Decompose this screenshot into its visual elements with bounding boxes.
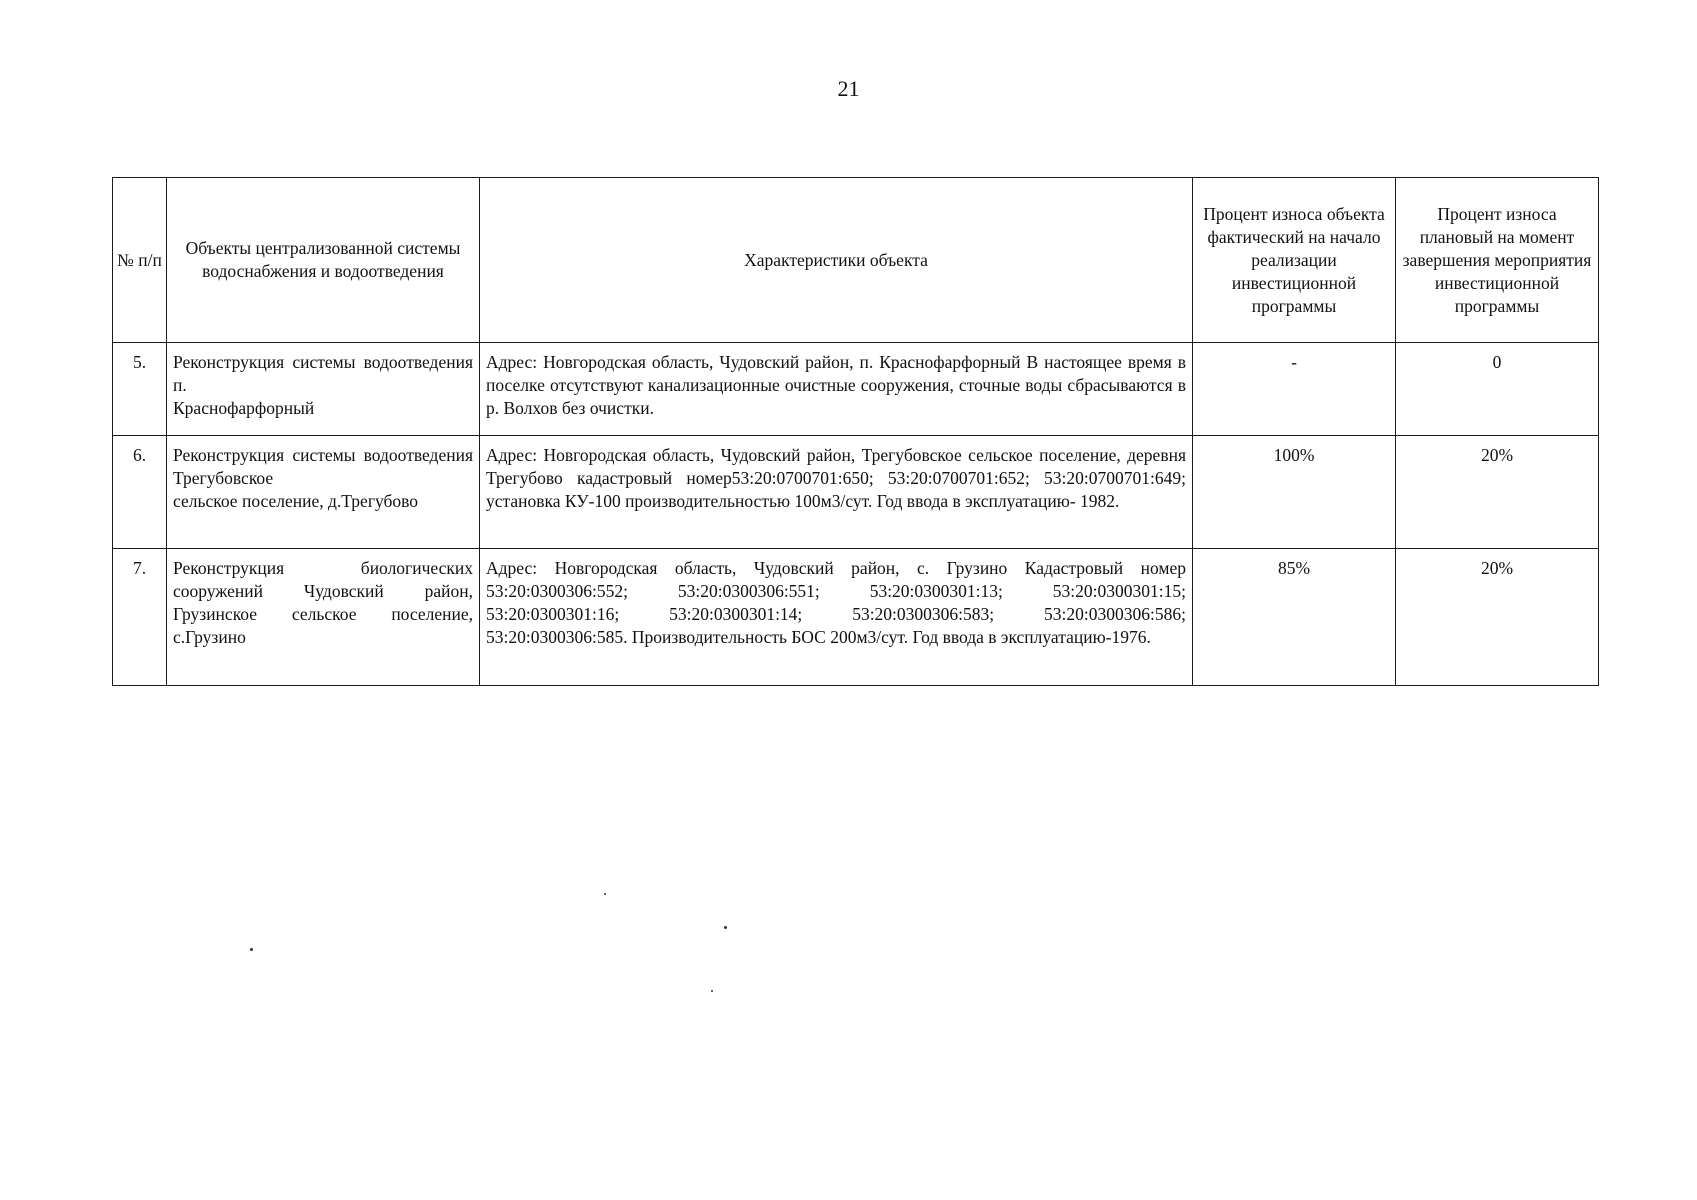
object-name-line: с.Грузино: [173, 627, 246, 647]
table-row: [113, 343, 1599, 436]
object-name: [167, 436, 480, 549]
header-wear-planned: Процент износа плановый на момент завершения мероприятия инвестиционной программы: [1396, 178, 1599, 343]
wear-actual-value: 85%: [1193, 549, 1396, 686]
object-name: [167, 343, 480, 436]
header-objects: Объекты централизованной системы водоснабжения и водоотведения: [167, 178, 480, 343]
header-num: № п/п: [113, 178, 167, 343]
object-name: [167, 549, 480, 686]
header-wear-actual: Процент износа объекта фактический на начало реализации инвестиционной программы: [1193, 178, 1396, 343]
object-description: Адрес: Новгородская область, Чудовский район, Трегубовское сельское поселение, деревня Трегубово кадастровый номер53:20:0700701:650; 53:20:0700701:652; 53:20:0700701:649; установка КУ-100 производительностью 100м3/сут. Год ввода в эксплуатацию- 1982.: [480, 436, 1193, 549]
object-description: Адрес: Новгородская область, Чудовский район, с. Грузино Кадастровый номер 53:20:0300306:552; 53:20:0300306:551; 53:20:0300301:13; 53:20:0300301:15; 53:20:0300301:16; 53:20:0300301:14; 53:20:0300306:583; 53:20:0300306:586; 53:20:0300306:585. Производительность БОС 200м3/сут. Год ввода в эксплуатацию-1976.: [480, 549, 1193, 686]
object-name-line: Реконструкция системы водоотведения Трегубовское: [173, 445, 473, 488]
scan-speck: [724, 926, 727, 929]
table-row: [113, 549, 1599, 686]
page-number: 21: [837, 76, 860, 101]
scan-speck: [250, 948, 253, 951]
object-description: Адрес: Новгородская область, Чудовский район, п. Краснофарфорный В настоящее время в поселке отсутствуют канализационные очистные сооружения, сточные воды сбрасываются в р. Волхов без очистки.: [480, 343, 1193, 436]
row-number: 7.: [113, 549, 167, 686]
wear-planned-value: 20%: [1396, 549, 1599, 686]
object-name-line: Реконструкция системы водоотведения п.: [173, 352, 473, 395]
table-header-row: [113, 178, 1599, 343]
scan-speck: [711, 990, 713, 992]
wear-planned-value: 0: [1396, 343, 1599, 436]
investment-program-table: [112, 177, 1599, 686]
object-name-line: Краснофарфорный: [173, 398, 315, 418]
header-characteristics: Характеристики объекта: [480, 178, 1193, 343]
wear-actual-value: -: [1193, 343, 1396, 436]
table-row: [113, 436, 1599, 549]
wear-planned-value: 20%: [1396, 436, 1599, 549]
wear-actual-value: 100%: [1193, 436, 1396, 549]
scan-speck: [604, 893, 606, 895]
row-number: 6.: [113, 436, 167, 549]
object-name-line: сельское поселение, д.Трегубово: [173, 491, 419, 511]
row-number: 5.: [113, 343, 167, 436]
object-name-line: Реконструкция биологических сооружений Чудовский район, Грузинское сельское поселение,: [173, 558, 473, 624]
